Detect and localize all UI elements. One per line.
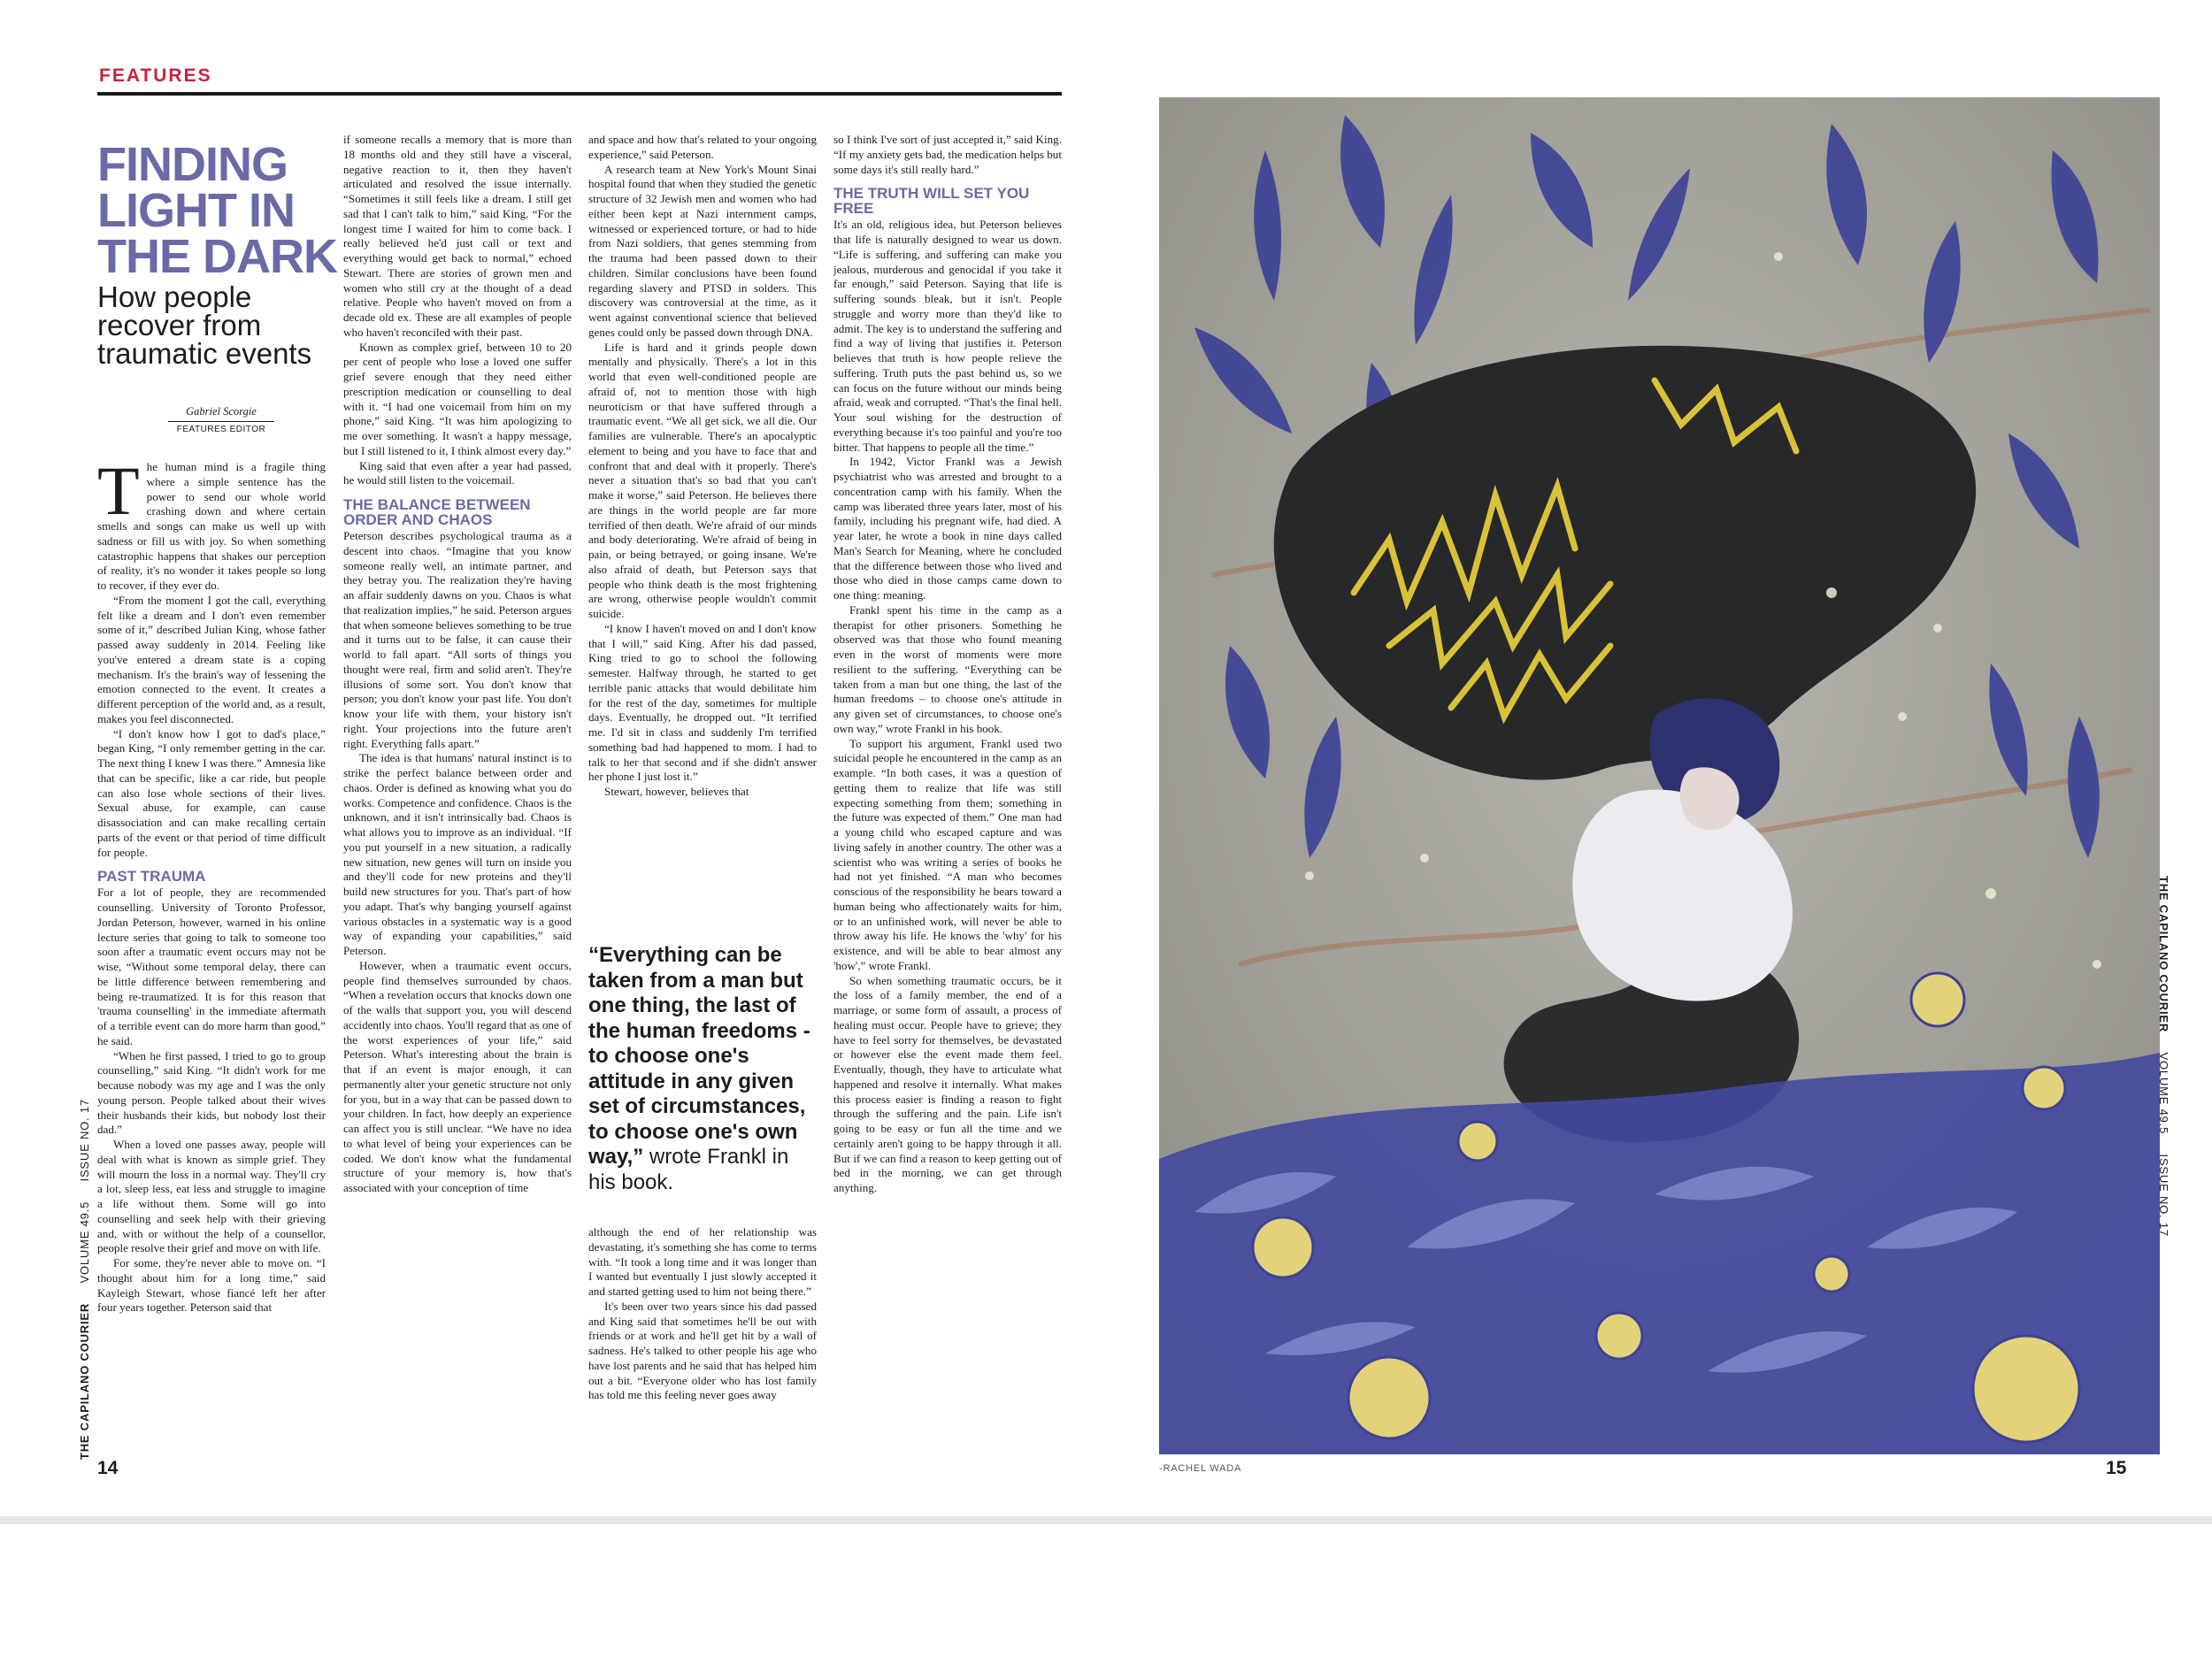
illustration-artwork [1159, 97, 2160, 1454]
pull-quote-attribution: wrote Frankl in his book. [588, 1145, 789, 1194]
illustration [1159, 97, 2160, 1454]
article-paragraph: “I don't know how I got to dad's place,” began King, “I only remember getting in the car. The next thing I knew I was there.” Amnesia like that can be specific, like a car ride, but people can also lose whole sections of their lives. Sexual abuse, for example, can cause disassociation and can make recalling certain parts of the event or that period of time difficult for people. [97, 726, 326, 859]
headline-line-2: LIGHT IN [97, 184, 295, 237]
article-paragraph: although the end of her relationship was devastating, it's something she has come to terms with. “It took a long time and it was longer than I wanted but eventually I just slowly accepted it and started getting used to him not being there.” [588, 1225, 817, 1298]
article-column-4-lower [588, 1225, 817, 1403]
page-number-right: 15 [2106, 1458, 2127, 1478]
article-paragraph: “When he first passed, I tried to go to group counselling,” said King. “It didn't work for me because nobody was my age and I was the only young person. People talked about their wives their husbands their kids, but nobody lost their dad.” [97, 1048, 326, 1137]
running-head-issue: ISSUE NO. 17 [78, 1099, 91, 1182]
section-label: FEATURES [99, 65, 212, 86]
illustration-credit: -RACHEL WADA [1159, 1463, 1242, 1474]
running-head-volume: VOLUME 49.5 [2157, 1052, 2170, 1135]
article-paragraph [97, 452, 326, 594]
headline-line-3: THE DARK [97, 230, 337, 283]
headline-line-1: FINDING [97, 138, 288, 191]
article-paragraph: Peterson describes psychological trauma as a descent into chaos. “Imagine that you know someone really well, an intimate partner, and they betray you. The realization they're having an affair suddenly dawns on you. Chaos is what that realization implies,” he said. Peterson argues that when someone believes something to be true and it turns out to be false, it can cause their world to fall apart. “All sorts of things you thought were real, firm and solid aren't. They're illusions of some sort. You don't know that person; you don't know your past life. You don't know your life with them, your history isn't right. Your projections into the future aren't right. Everything falls apart.” [343, 529, 572, 750]
deck-subtitle: How people recover from traumatic events [97, 280, 312, 370]
article-paragraph: so I think I've sort of just accepted it,” said King. “If my anxiety gets bad, the medication helps but some days it's still really hard.” [833, 133, 1062, 176]
article-paragraph: Stewart, however, believes that [604, 785, 749, 798]
page-bottom-edge [0, 1516, 2212, 1524]
article-column-3 [588, 133, 817, 800]
left-page [0, 0, 1106, 1524]
subhead: PAST TRAUMA [97, 868, 206, 886]
article-paragraph: A research team at New York's Mount Sinai hospital found that when they studied the genetic structure of 32 Jewish men and women who had either been kept at Nazi internment camps, witnessed or experienced torture, or had to hide from Nazi soldiers, that genes stemming from the trauma had been passed down to their children. Similar conclusions have been found regarding slavery and PTSD in solders. This discovery was controversial at the time, as it went against conventional science that believed genes could only be passed down through DNA. [588, 162, 817, 339]
article-paragraph: Frankl spent his time in the camp as a therapist for other prisoners. Something he observed was that those who found meaning even in the worst of moments were more resilient to the suffering. “Everything can be taken from a man but one thing, the last of the human freedoms – to choose one's attitude in any given set of circumstances, to choose one's own way,” wrote Frankl in his book. [833, 602, 1062, 735]
running-head-volume: VOLUME 49.5 [78, 1200, 91, 1284]
article-paragraph: Known as complex grief, between 10 to 20 per cent of people who lose a loved one suffer grief severe enough that they need either prescription medication or counselling to deal with it. “I had one voicemail from him on my phone,” said King. “It was him apologizing to me over something. It wasn't a happy message, but I still listened to it, I think almost every day.” [343, 340, 572, 457]
article-paragraph: However, when a traumatic event occurs, people find themselves surrounded by chaos. “When a revelation occurs that knocks down one of the walls that support you, you will descend accidently into chaos. You'll regard that as one of the worst experiences of your life,” said Peterson. What's interesting about the brain is that if an event is major enough, it can permanently alter your genetic structure not only for you, but in a way that can be passed down to your children. In fact, how deeply an experience can affect you is still unclear. “We have no idea to what level of being your experiences can be coded. We don't know what the fundamental structure of your memory is, how that's associated with your conception of time [343, 958, 572, 1194]
running-head-publication: THE CAPILANO COURIER [78, 1302, 91, 1460]
article-paragraph: In 1942, Victor Frankl was a Jewish psychiatrist who was arrested and brought to a concentration camp with his family. When the camp was liberated three years later, most of his family, including his pregnant wife, had died. A year later, he wrote a book in nine days called Man's Search for Meaning, where he concluded that the difference between those who lived and those who died in those camps came down to one thing: meaning. [833, 455, 1062, 602]
page-number-left: 14 [97, 1458, 119, 1478]
lead-paragraph-text: he human mind is a fragile thing where a simple sentence has the power to send our whole world crashing down and where certain smells and songs can make us well up with sadness or fill us with joy. So when something catastrophic happens that shakes our perception of reality, it's no wonder it takes people so long to recover, if they ever do. [97, 460, 326, 592]
byline [168, 405, 274, 434]
headline [97, 138, 345, 283]
article-paragraph: It's been over two years since his dad passed and King said that sometimes he'll be out with friends or at work and he'll get hit by a wall of sadness. He's talked to other people his age who have lost parents and he said that has helped him out a bit. “Everyone older who has lost family has told me this feeling never goes away [588, 1299, 817, 1402]
byline-name: Gabriel Scorgie [168, 405, 274, 422]
drop-cap: T [97, 452, 140, 529]
article-paragraph: So when something traumatic occurs, be it the loss of a family member, the end of a marriage, or some form of assault, a process of healing must occur. People have to grieve; they have to feel sorry for themselves, be devastated or however else the event made them feel. Eventually, though, they have to articulate what happened and resolve it internally. What makes this process easier is finding a reason to fight through the suffering and the pain. Life isn't going to be easy or fun all the time and we certainly aren't going to be happy through it all. But if we can find a reason to keep getting out of bed in the morning, we can get through anything. [833, 973, 1062, 1194]
pull-quote-text: “Everything can be taken from a man but one thing, the last of the human freedoms - to choose one's attitude in any given set of circumstances, to choose one's own way,” [588, 943, 810, 1169]
running-head-right [2153, 876, 2170, 1672]
article-column-2 [343, 133, 572, 1196]
article-paragraph: “From the moment I got the call, everything felt like a dream and I don't even remember some of it,” described Julian King, whose father passed away suddenly in 2014. Feeling like you've entered a dream state is a coping mechanism. It's the brain's way of lessening the emotion connected to the event. It creates a different perception of the world and, as a result, makes you feel disconnected. [97, 593, 326, 725]
article-paragraph: The idea is that humans' natural instinct is to strike the perfect balance between order and chaos. Order is defined as knowing what you do works. Competence and confidence. Chaos is the unknown, and it isn't intrinsically bad. Chaos is what allows you to improve as an individual. “If you put yourself in a new situation, a radically new situation, new genes will turn on inside you and they'll code for new proteins and they'll build new structures for you. That's part of how you adapt. That's why banging yourself against various obstacles in a systematic way is a good way of expanding your capabilities,” said Peterson. [343, 751, 572, 957]
article-paragraph: For a lot of people, they are recommended counselling. University of Toronto Professor, Jordan Peterson, however, warned in his online lecture series that going to talk to someone too soon after a traumatic event occurs may not be wise, “Without some temporal delay, there can be little difference between remembering and being re-traumatized. It is for this reason that 'trauma counselling' in the immediate aftermath of a terrible event can do more harm than good,” he said. [97, 886, 326, 1047]
article-paragraph: Life is hard and it grinds people down mentally and physically. There's a lot in this world that even well-conditioned people are afraid of, not to mention those with high neuroticism or that have suffered through a traumatic event. “We all get sick, we all die. Our families are vulnerable. There's an apocalyptic element to being and you have to face that and confront that and deal with it properly. There's never a situation that's so bad that you can't make it worse,” said Peterson. He believes there are things in the world people are far more terrified of then death. We're afraid of our minds and body deteriorating. We're afraid of being in pain, or being betrayed, or going insane. We're also afraid of death, but Peterson says that people who think death is the most frightening are wrong, otherwise people wouldn't commit suicide. [588, 340, 817, 620]
subhead: THE BALANCE BETWEEN ORDER AND CHAOS [343, 496, 531, 528]
header-rule [97, 92, 1062, 96]
article-paragraph: and space and how that's related to your ongoing experience,” said Peterson. [588, 133, 817, 161]
article-paragraph: “I know I haven't moved on and I don't know that I will,” said King. After his dad passed, King tried to go to school the following semester. Halfway through, he started to get terrible panic attacks that would debilitate him for the rest of the day, sometimes for multiple days. Eventually, he dropped out. “It terrified me. I'd sit in class and suddenly I'm terrified something bad had happened to mom. I had to talk to her that second and if she didn't answer her phone I just lost it.” [588, 621, 817, 784]
byline-role: FEATURES EDITOR [176, 425, 266, 434]
article-paragraph: For some, they're never able to move on. “I thought about him for a long time,” said Kayleigh Stewart, whose fiancé left her after four years together. Peterson said that [97, 1256, 326, 1315]
pull-quote [588, 943, 820, 1195]
article-column-5 [833, 133, 1062, 1196]
article-column-1 [97, 452, 326, 1315]
article-paragraph: When a loved one passes away, people will deal with what is known as simple grief. They will mourn the loss in a normal way. They'll cry a lot, sleep less, eat less and struggle to imagine a life without them. Some will go into counselling and seek help with their grieving and, with or without the help of a counsellor, people resolve their grief and move on with life. [97, 1138, 326, 1255]
article-paragraph: King said that even after a year had passed, he would still listen to the voicemail. [343, 458, 572, 487]
running-head-issue: ISSUE NO. 17 [2157, 1154, 2170, 1237]
running-head-publication: THE CAPILANO COURIER [2157, 876, 2170, 1033]
article-paragraph: It's an old, religious idea, but Peterson believes that life is naturally designed to wear us down. “Life is suffering, and suffering can make you jealous, murderous and genocidal if you take it far enough,” said Peterson. Saying that life is suffering sounds bleak, but it isn't. People struggle and worry more than they'd like to admit. The key is to understand the suffering and find a way of living that justifies it. Peterson believes that truth is how people relieve the suffering. Truth puts the past behind us, so we can focus on the future without our minds being afraid, weak and corrupted. “That's the final hell. Your soul wishing for the destruction of everything because it's too painful and you're too bitter. That happens to people all the time.” [833, 218, 1062, 454]
running-head-left [78, 663, 96, 1460]
subhead: THE TRUTH WILL SET YOU FREE [833, 185, 1030, 218]
article-paragraph: if someone recalls a memory that is more than 18 months old and they still have a visceral, negative reaction to it, then they haven't articulated and resolved the issue internally. “Sometimes it still feels like a dream. I still get sad that I can't talk to him,” said King. “For the longest time I waited for him to come back. I really believed he'd just call or text and everything would get back to normal,” echoed Stewart. There are stories of grown men and women who still cry at the thought of a dead relative. People who haven't moved on from a decade old ex. These are all examples of people who haven't reconciled with their past. [343, 133, 572, 339]
article-paragraph: To support his argument, Frankl used two suicidal people he encountered in the camp as an example. “In both cases, it was a question of getting them to realize that life was still expecting something from them; something in the future was expected of them.” One man had a young child who escaped capture and was living safely in another country. The other was a scientist who was writing a series of books he had not yet finished. “A man who becomes conscious of the responsibility he bears toward a human being who affectionately waits for him, or to an unfinished work, will never be able to throw away his life. He knows the 'why' for his existence, and will be able to bear almost any 'how',” wrote Frankl. [833, 736, 1062, 972]
